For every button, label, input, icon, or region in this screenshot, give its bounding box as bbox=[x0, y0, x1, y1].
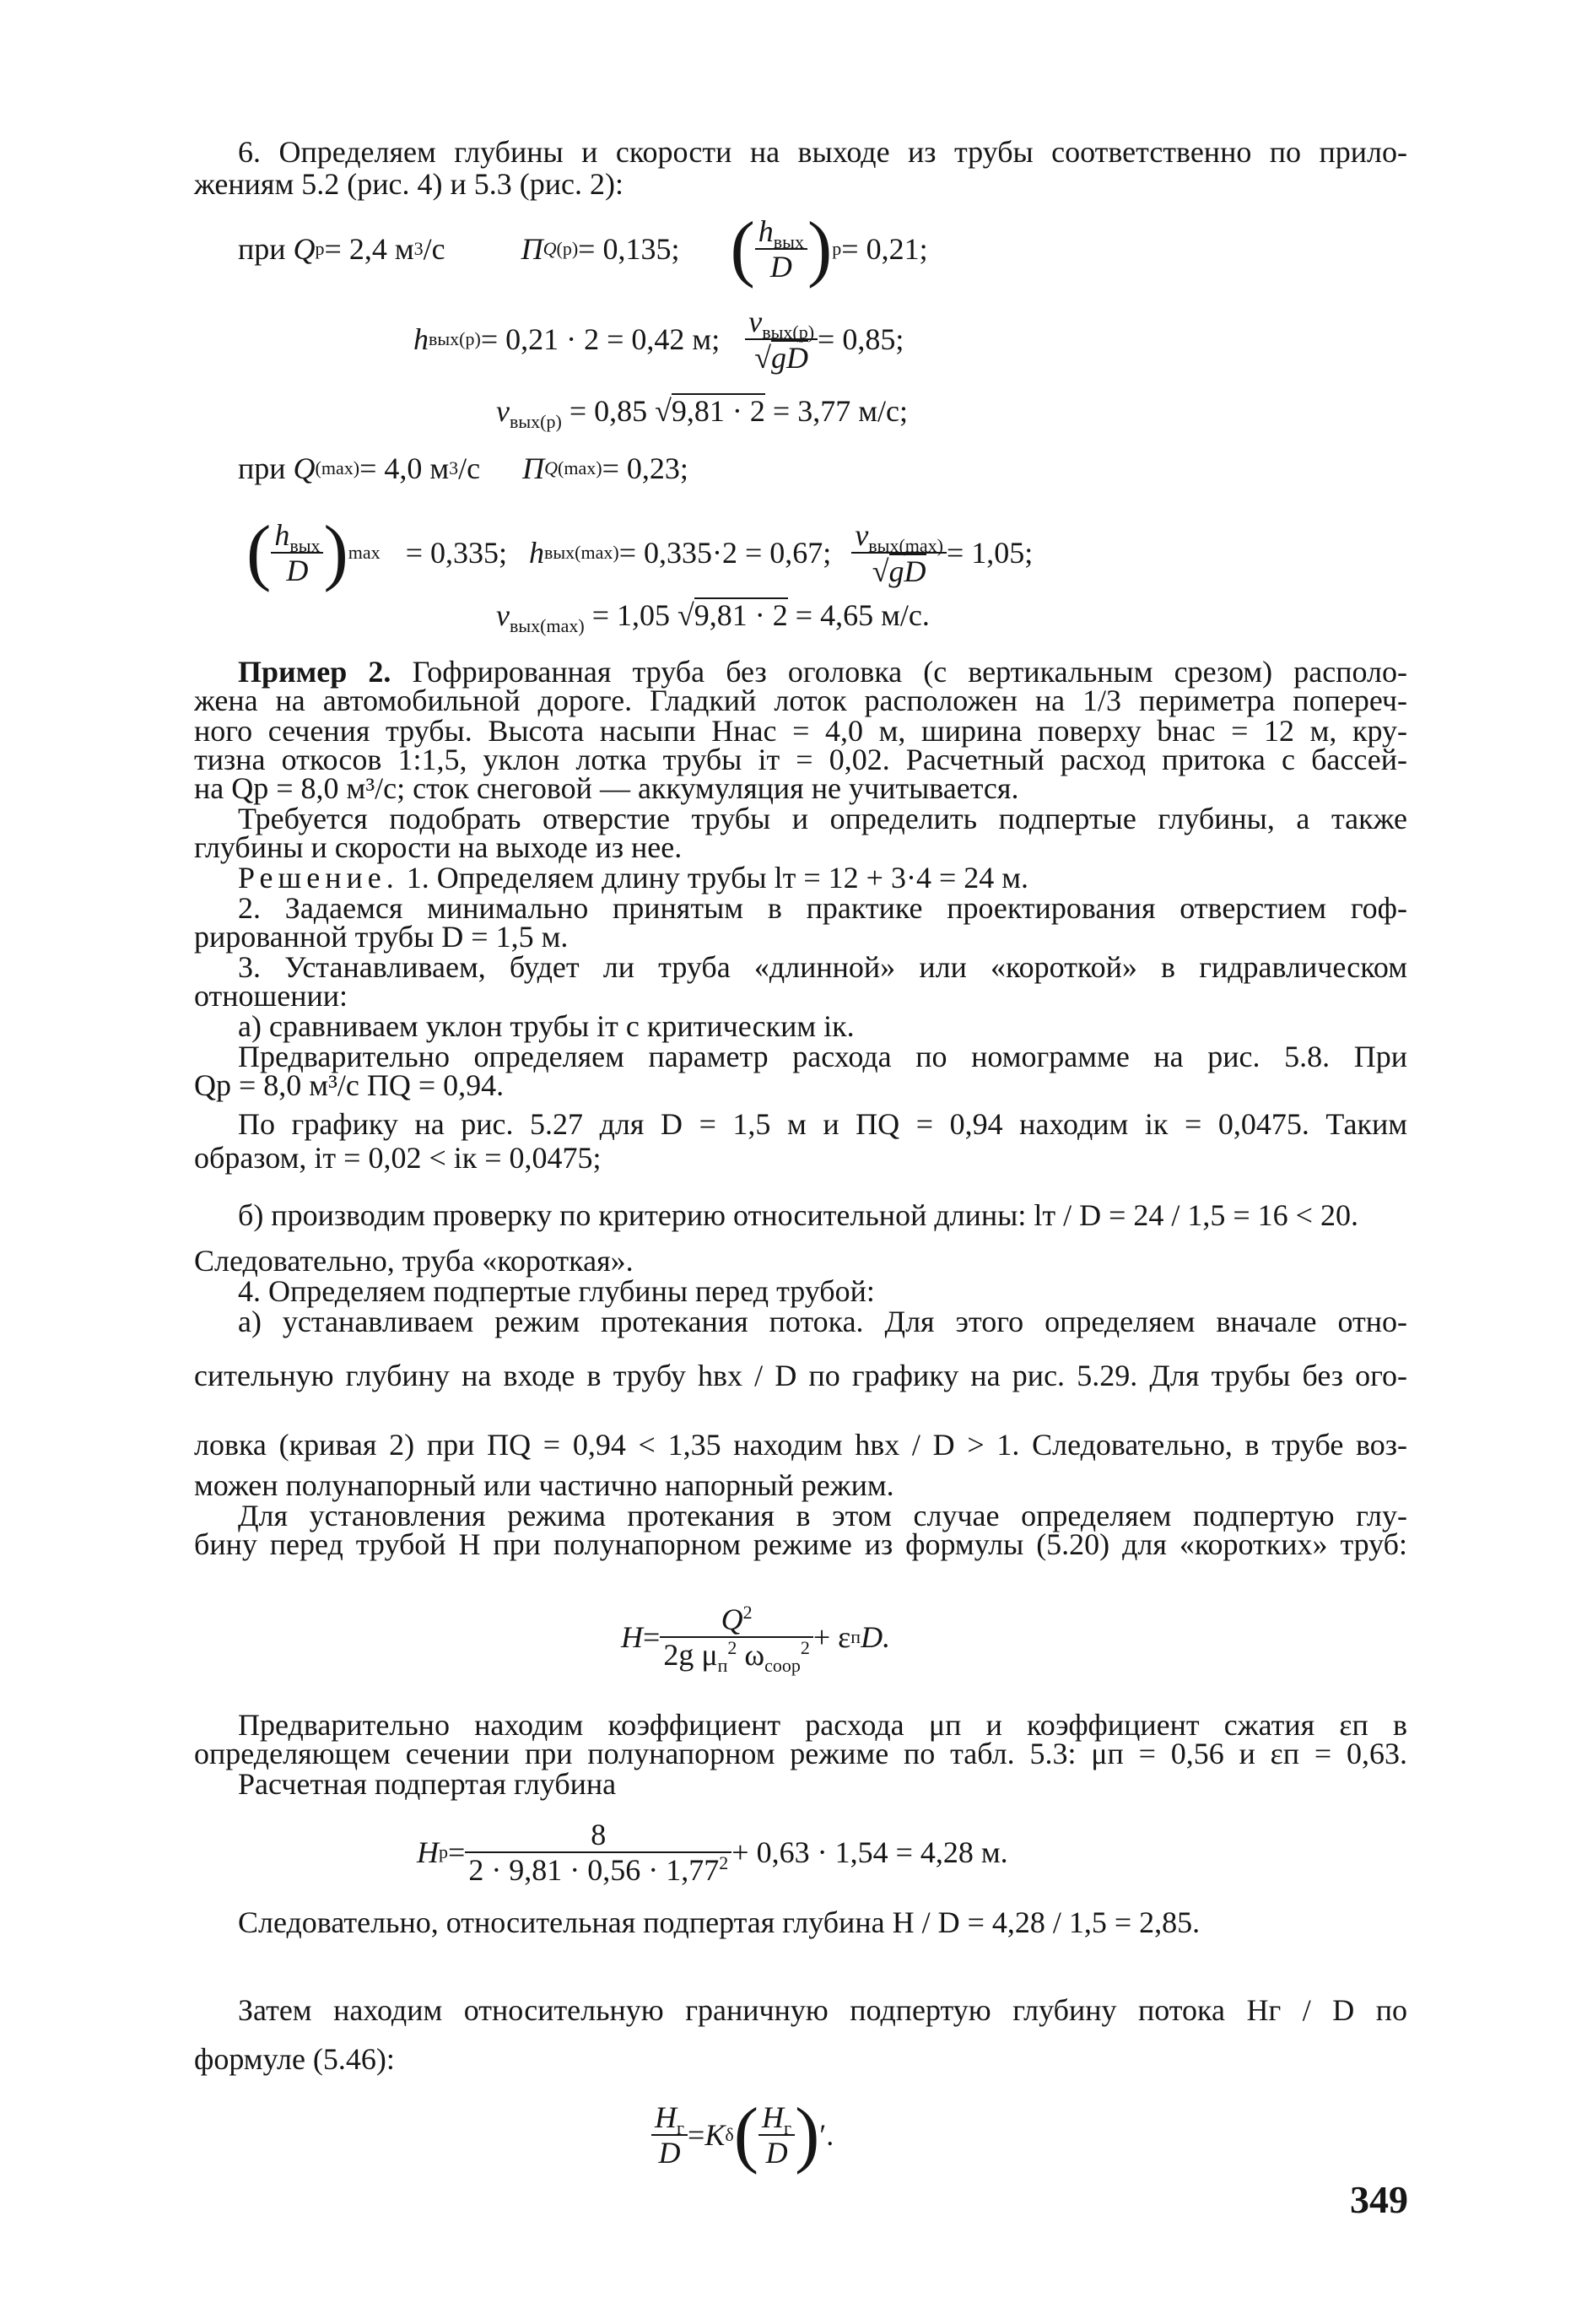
solution-a1: а) сравниваем уклон трубы iт с критическим iк. bbox=[238, 1009, 855, 1043]
solution-rel: Следовательно, относительная подпертая глубина H / D = 4,28 / 1,5 = 2,85. bbox=[238, 1905, 1201, 1939]
solution-a4-4: можен полунапорный или частично напорный режим. bbox=[194, 1468, 894, 1502]
solution-a4-1: а) устанавливаем режим протекания потока. Для этого определяем вначале отно- bbox=[238, 1305, 1407, 1338]
solution-coef1: Предварительно находим коэффициент расхода μп и коэффициент сжатия εп в bbox=[238, 1708, 1407, 1742]
example2-line5: на Qр = 8,0 м³/с; сток снеговой — аккумуляция не учитывается. bbox=[194, 771, 1019, 805]
solution-design: Расчетная подпертая глубина bbox=[238, 1767, 617, 1801]
formula-hmax: ( $\frac{h_{вых}}{D}$ ) max = 0,335; h вых(max) = 0,335·2 = 0,67; $\frac{v_{вых(max)}}{√gD}$ = 1,05; bbox=[246, 511, 1034, 593]
solution-a4-3: ловка (кривая 2) при ПQ = 0,94 < 1,35 находим hвх / D > 1. Следовательно, в трубе воз- bbox=[194, 1428, 1407, 1462]
solution-formula-ref: формуле (5.46): bbox=[194, 2042, 395, 2076]
formula-Hp: H р = $\frac{8}{2 \cdot 9,81 \cdot 0,56 \cdot 1,77^2}$ + 0,63 · 1,54 = 4,28 м. bbox=[417, 1818, 1008, 1887]
solution-step3b: отношении: bbox=[194, 979, 348, 1013]
solution-coef2: определяющем сечении при полунапорном режиме по табл. 5.3: μп = 0,56 и εп = 0,63. bbox=[194, 1737, 1407, 1770]
formula-hvyx-p: h вых(р) = 0,21 · 2 = 0,42 м; $\frac{v_{вых(р)}}{√gD}$ = 0,85; bbox=[413, 304, 904, 375]
example2-line3: ного сечения трубы. Высота насыпи Hнас = 4,0 м, ширина поверху bнас = 12 м, кру- bbox=[194, 714, 1407, 748]
solution-step2b: рированной трубы D = 1,5 м. bbox=[194, 920, 569, 954]
formula-Kd: $\frac{H_г}{D}$ = K δ ( $\frac{H_г}{D}$ ) ′. bbox=[651, 2084, 834, 2186]
formula-qmax: при Q (max) = 4,0 м 3 /с П Q(max) = 0,23; bbox=[238, 451, 688, 485]
formula-vvyx-p: $v_{вых(р)} = 0,85$ √9,81 · 2 = 3,77 м/с; bbox=[496, 394, 908, 433]
solution-pre1: Предварительно определяем параметр расхода по номограмме на рис. 5.8. При bbox=[238, 1040, 1407, 1073]
task-line1: Требуется подобрать отверстие трубы и определить подпертые глубины, а также bbox=[238, 802, 1407, 835]
solution-a4-2: сительную глубину на входе в трубу hвх / D по графику на рис. 5.29. Для трубы без ого- bbox=[194, 1359, 1407, 1392]
solution-graph2: образом, iт = 0,02 < iк = 0,0475; bbox=[194, 1141, 602, 1175]
task-line2: глубины и скорости на выходе из нее. bbox=[194, 830, 683, 864]
formula-H: H = $\frac{Q^2}{2g \mu_п^2 \omega_{соор}^2}$ + ε п D. bbox=[621, 1602, 891, 1677]
solution-step4: 4. Определяем подпертые глубины перед трубой: bbox=[238, 1274, 875, 1308]
solution-est1: Для установления режима протекания в этом случае определяем подпертую глу- bbox=[238, 1499, 1407, 1532]
solution-step3a: 3. Устанавливаем, будет ли труба «длинной» или «короткой» в гидравлическом bbox=[238, 950, 1407, 984]
formula-vvyx-max: $v_{вых(max)} = 1,05$ √9,81 · 2 = 4,65 м/с. bbox=[496, 598, 930, 637]
solution-step2a: 2. Задаемся минимально принятым в практике проектирования отверстием гоф- bbox=[238, 891, 1407, 925]
solution-then: Затем находим относительную граничную подпертую глубину потока Hг / D по bbox=[238, 1993, 1407, 2027]
solution-b-check: б) производим проверку по критерию относительной длины: lт / D = 24 / 1,5 = 16 < 20. bbox=[238, 1198, 1358, 1232]
solution-graph1: По графику на рис. 5.27 для D = 1,5 м и ПQ = 0,94 находим iк = 0,0475. Таким bbox=[238, 1107, 1407, 1141]
page-number: 349 bbox=[1350, 2178, 1408, 2221]
solution-step1: Решение. 1. Определяем длину трубы lт = 12 + 3·4 = 24 м. bbox=[238, 861, 1029, 894]
formula-qp: при Q р = 2,4 м 3 /с П Q(р) = 0,135; ( $\frac{h_{вых}}{D}$ ) р = 0,21; bbox=[238, 208, 928, 289]
solution-conclusion: Следовательно, труба «короткая». bbox=[194, 1244, 634, 1278]
solution-pre2: Qр = 8,0 м³/с ПQ = 0,94. bbox=[194, 1068, 505, 1102]
step6-line1: 6. Определяем глубины и скорости на выходе из трубы соответственно по прило- bbox=[238, 135, 1407, 169]
solution-est2: бину перед трубой H при полунапорном режиме из формулы (5.20) для «коротких» труб: bbox=[194, 1527, 1407, 1561]
example2-line2: жена на автомобильной дороге. Гладкий лоток расположен на 1/3 периметра попереч- bbox=[194, 684, 1407, 717]
example2-line1: Пример 2. Гофрированная труба без оголовка (с вертикальным срезом) располо- bbox=[238, 655, 1407, 689]
step6-line2: жениям 5.2 (рис. 4) и 5.3 (рис. 2): bbox=[194, 167, 623, 201]
example2-line4: тизна откосов 1:1,5, уклон лотка трубы iт = 0,02. Расчетный расход притока с бассей- bbox=[194, 743, 1407, 776]
